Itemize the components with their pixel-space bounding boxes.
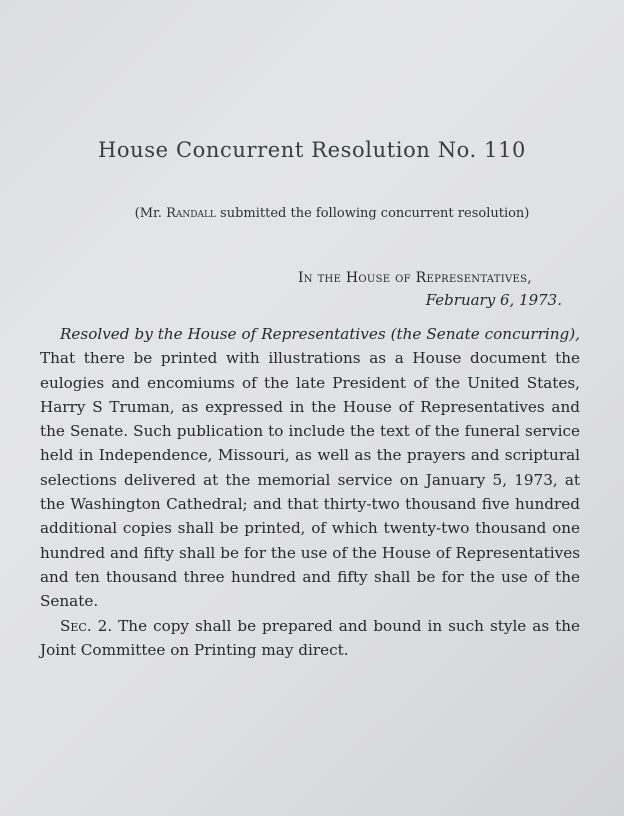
section-2-paragraph [40,614,580,663]
submitted-suffix: submitted the following concurrent resolution) [215,206,530,221]
resolved-intro: Resolved by the House of Representatives (the Senate concurring), [60,325,580,343]
section-2-label: Sec. 2. [60,616,113,635]
resolved-body: That there be printed with illustrations as a House document the eulogies and encomiums of the late President of the United States, Harry S Truman, as expressed in the House of Representatives and the Senate. Such publication to include the text of the funeral service held in Independence, Missouri, as well as the prayers and scriptural selections delivered at the memorial service on January 5, 1973, at the Washington Cathedral; and that thirty-two thousand five hundred additional copies shall be printed, of which twenty-two thousand one hundred and fifty shall be for the use of the House of Representatives and ten thousand three hundred and fifty shall be for the use of the Senate. [40,349,580,611]
page-title: House Concurrent Resolution No. 110 [97,138,526,162]
house-heading: In the House of Representatives, [297,270,532,286]
resolution-date: February 6, 1973. [425,291,562,309]
submitted-note [0,206,624,221]
submitter-name: Randall [166,206,216,221]
resolved-paragraph [40,322,580,614]
resolution-body [40,322,580,662]
section-2-body: The copy shall be prepared and bound in such style as the Joint Committee on Printing may direct. [40,616,580,659]
submitted-prefix: (Mr. [134,206,167,221]
